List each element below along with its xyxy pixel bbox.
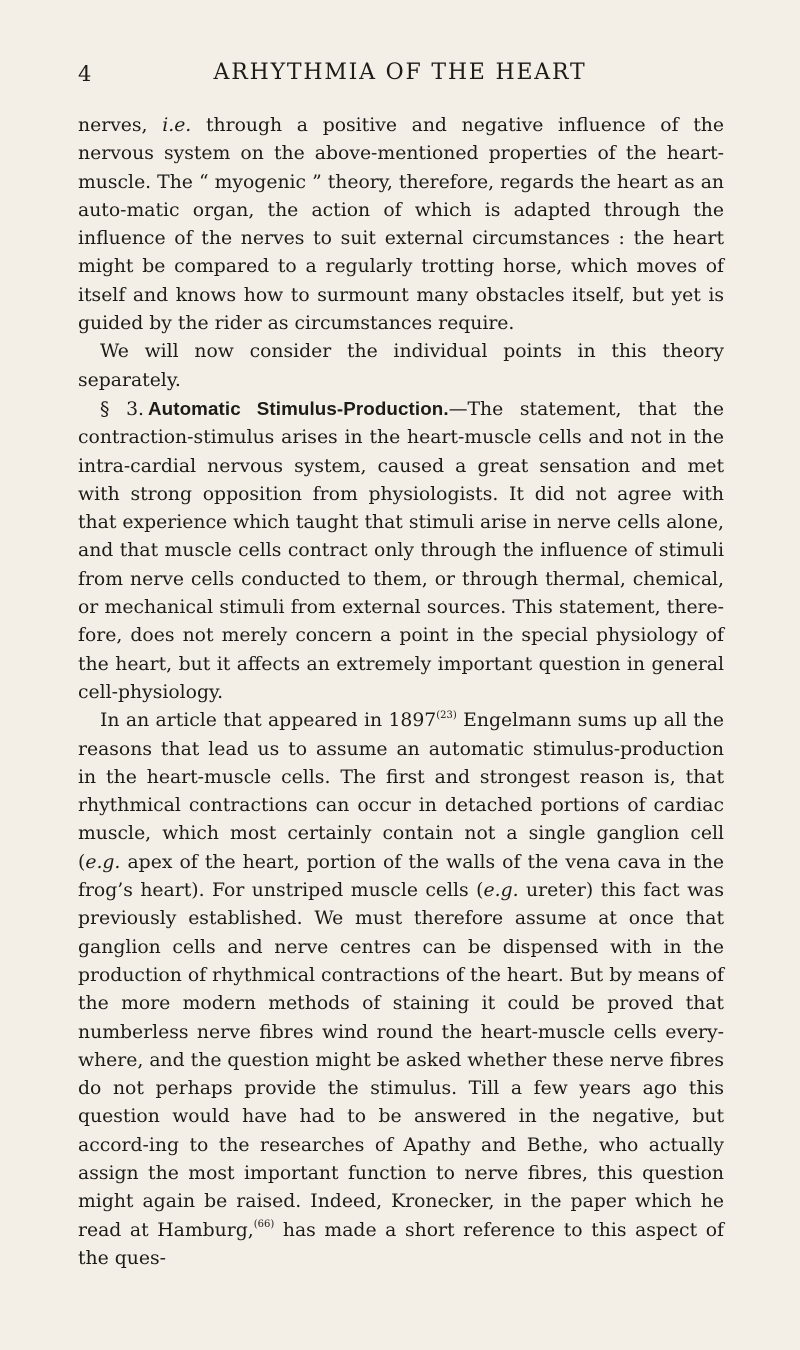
italic-abbreviation: e.g. (483, 880, 519, 902)
paragraph-separate-points (78, 338, 724, 395)
paragraph-text: nerves, (78, 115, 163, 136)
paragraph-text: In an article that appeared in 1897 (100, 710, 437, 732)
page-number: 4 (78, 62, 92, 86)
reference-marker: (23) (436, 709, 457, 721)
paragraph-text: ureter) this fact was previously established. We must therefore assume at once that ganglion cells and nerve centres can be dispensed with in the production of rhythmical contractions of the heart. But by means of the more modern methods of staining it could be proved that numberless nerve fibres wind round the heart-muscle cells every-where, and the question might be asked whether these nerve fibres do not perhaps provide the stimulus. Till a few years ago this question would have had to be answered in the negative, but accord-ing to the researches of Apathy and Bethe, who actually assign the most important function to nerve fibres, this question might again be raised. Indeed, Kronecker, in the paper which he read at Hamburg, (78, 880, 725, 1241)
paragraph-nervous-influence (78, 112, 724, 338)
reference-marker: (66) (253, 1219, 275, 1231)
paragraph-text: apex of the heart, portion of the walls of the vena cava in the frog’s heart). For unstriped muscle cells ( (78, 851, 724, 902)
page-body (78, 112, 724, 1273)
italic-abbreviation: i.e. (162, 115, 192, 136)
section-text: —The statement, that the contraction-stimulus arises in the heart-muscle cells and not in the intra-cardial nervous system, caused a great sensation and met with strong opposition from physiologists. It did not agree with that experience which taught that stimuli arise in nerve cells alone, and that muscle cells contract only through the influence of stimuli from nerve cells conducted to them, or through thermal, chemical, or mechanical stimuli from external sources. This statement, there-fore, does not merely concern a point in the special physiology of the heart, but it affects an extremely important question in general cell-physiology. (78, 398, 725, 703)
paragraph-text: has made a short reference to this aspect of the ques- (78, 1219, 724, 1269)
paragraph-text: through a positive and negative influence of the nervous system on the above-mentioned properties of the heart-muscle. The “ myogenic ” theory, therefore, regards the heart as an auto-matic organ, the action of which is adapted through the influence of the nerves to suit external circumstances : the heart might be compared to a regularly trotting horse, which moves of itself and knows how to surmount many obstacles itself, but yet is guided by the rider as circumstances require. (78, 115, 724, 335)
section-title: Automatic Stimulus-Production. (148, 397, 449, 419)
paragraph-engelmann-article (78, 707, 724, 1273)
paragraph-text: Engelmann sums up all the reasons that lead us to assume an automatic stimulus-production in the heart-muscle cells. The first and strongest reason is, that rhythmical contractions can occur in detached portions of cardiac muscle, which most certainly contain not a single ganglion cell ( (78, 710, 724, 873)
italic-abbreviation: e.g. (85, 851, 121, 873)
running-title: ARHYTHMIA OF THE HEART (213, 60, 587, 85)
section-number: § 3. (100, 398, 145, 420)
section-automatic-stimulus-production (78, 395, 724, 707)
page-header (0, 58, 800, 94)
paragraph-text: We will now consider the individual points in this theory separately. (78, 341, 724, 391)
